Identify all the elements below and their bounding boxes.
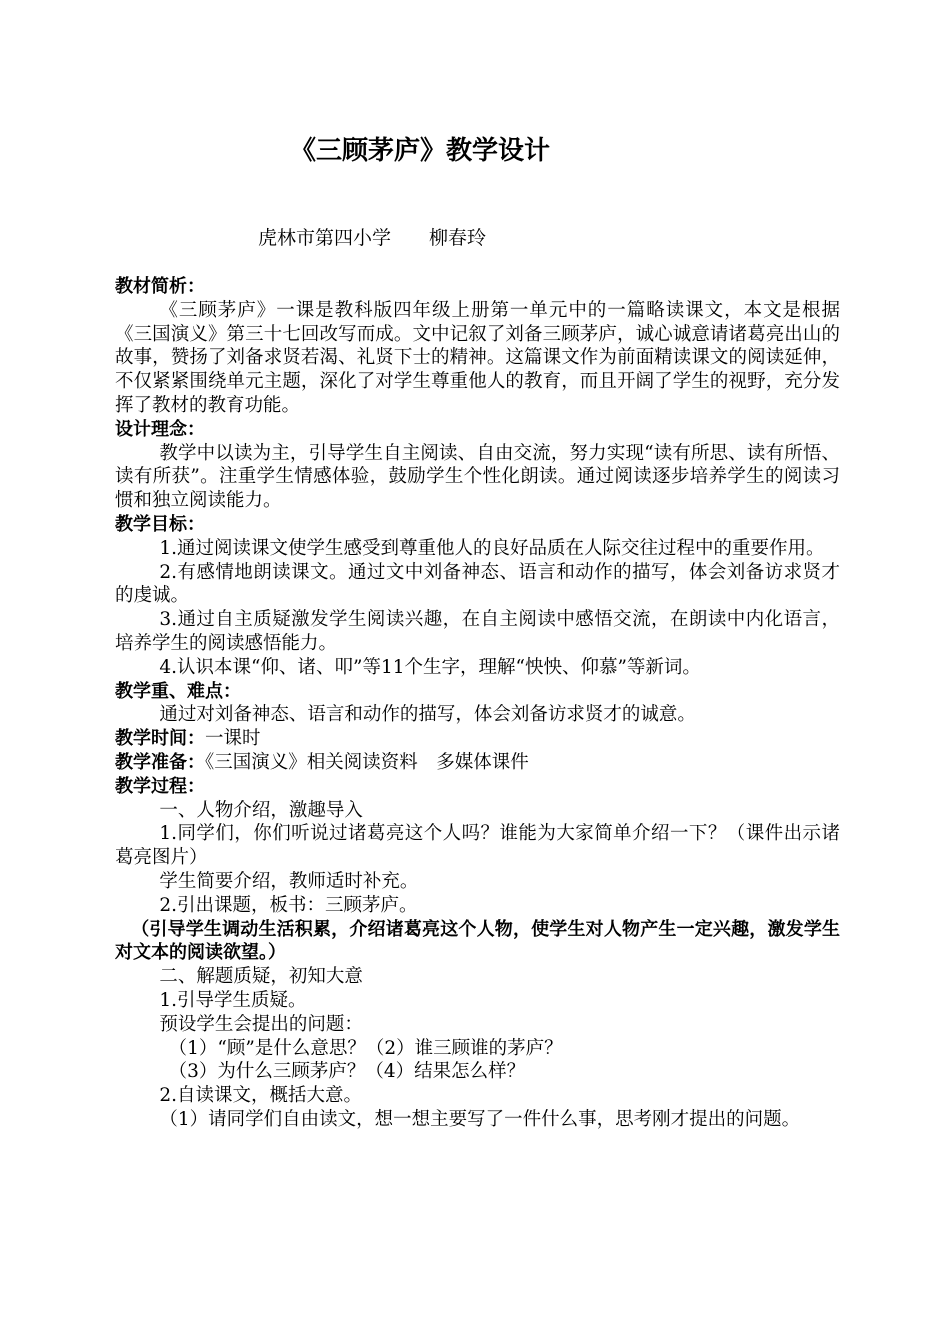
step2-item-2a: （1）请同学们自由读文，想一想主要写了一件什么事，思考刚才提出的问题。: [159, 1108, 801, 1130]
heading-goals: 教学目标：: [115, 513, 205, 535]
goal-item-1: 1.通过阅读课文使学生感受到尊重他人的良好品质在人际交往过程中的重要作用。: [159, 537, 825, 559]
heading-process: 教学过程：: [115, 775, 205, 797]
step2-item-2: 2.自读课文，概括大意。: [159, 1085, 363, 1107]
heading-prep: 教学准备：: [115, 751, 205, 773]
goal-item-2: 2.有感情地朗读课文。通过文中刘备神态、语言和动作的描写，体会刘备访求贤才的虔诚。: [115, 561, 840, 607]
step2-question-1: （1）“顾”是什么意思？（2）谁三顾谁的茅庐？: [168, 1037, 563, 1059]
prep-line: [115, 751, 840, 775]
document-title: 《三顾茅庐》教学设计: [289, 136, 550, 166]
document-body: [115, 275, 840, 1132]
step1-item-1: 1.同学们，你们听说过诸葛亮这个人吗？谁能为大家简单介绍一下？（课件出示诸葛亮图片）: [115, 823, 840, 869]
heading-key-points: 教学重、难点：: [115, 680, 241, 702]
time-value: 一课时: [205, 728, 261, 750]
heading-time: 教学时间：: [115, 728, 205, 750]
heading-concept: 设计理念：: [115, 418, 205, 440]
step1-item-2: 2.引出课题，板书：三顾茅庐。: [159, 894, 418, 916]
author-line: 虎林市第四小学 柳春玲: [258, 227, 487, 249]
step2-title: 二、解题质疑，初知大意: [159, 966, 363, 988]
heading-material: 教材简析：: [115, 276, 205, 297]
prep-value: 《三国演义》相关阅读资料 多媒体课件: [205, 751, 529, 773]
step2-item-1b: 预设学生会提出的问题：: [159, 1013, 363, 1035]
time-line: [115, 727, 840, 751]
goal-item-4: 4.认识本课“仰、诸、叩”等11个生字，理解“怏怏、仰慕”等新词。: [159, 656, 701, 678]
step2-item-1: 1.引导学生质疑。: [159, 989, 307, 1011]
paragraph-material: 《三顾茅庐》一课是教科版四年级上册第一单元中的一篇略读课文，本文是根据《三国演义》第三十七回改写而成。文中记叙了刘备三顾茅庐，诚心诚意请诸葛亮出山的故事，赞扬了刘备求贤若渴、礼贤下士的精神。这篇课文作为前面精读课文的阅读延伸，不仅紧紧围绕单元主题，深化了对学生尊重他人的教育，而且开阔了学生的视野，充分发挥了教材的教育功能。: [115, 299, 840, 416]
step1-item-1b: 学生简要介绍，教师适时补充。: [159, 870, 419, 892]
paragraph-concept: 教学中以读为主，引导学生自主阅读、自由交流，努力实现“读有所思、读有所悟、读有所获”。注重学生情感体验，鼓励学生个性化朗读。通过阅读逐步培养学生的阅读习惯和独立阅读能力。: [115, 442, 840, 512]
step2-question-2: （3）为什么三顾茅庐？（4）结果怎么样？: [168, 1061, 526, 1083]
paragraph-key-points: 通过对刘备神态、语言和动作的描写，体会刘备访求贤才的诚意。: [159, 704, 696, 726]
goal-item-3: 3.通过自主质疑激发学生阅读兴趣，在自主阅读中感悟交流，在朗读中内化语言，培养学生的阅读感悟能力。: [115, 609, 840, 654]
step1-title: 一、人物介绍，激趣导入: [159, 799, 363, 821]
step1-note: （引导学生调动生活积累，介绍诸葛亮这个人物，使学生对人物产生一定兴趣，激发学生对文本的阅读欲望。）: [115, 918, 840, 964]
